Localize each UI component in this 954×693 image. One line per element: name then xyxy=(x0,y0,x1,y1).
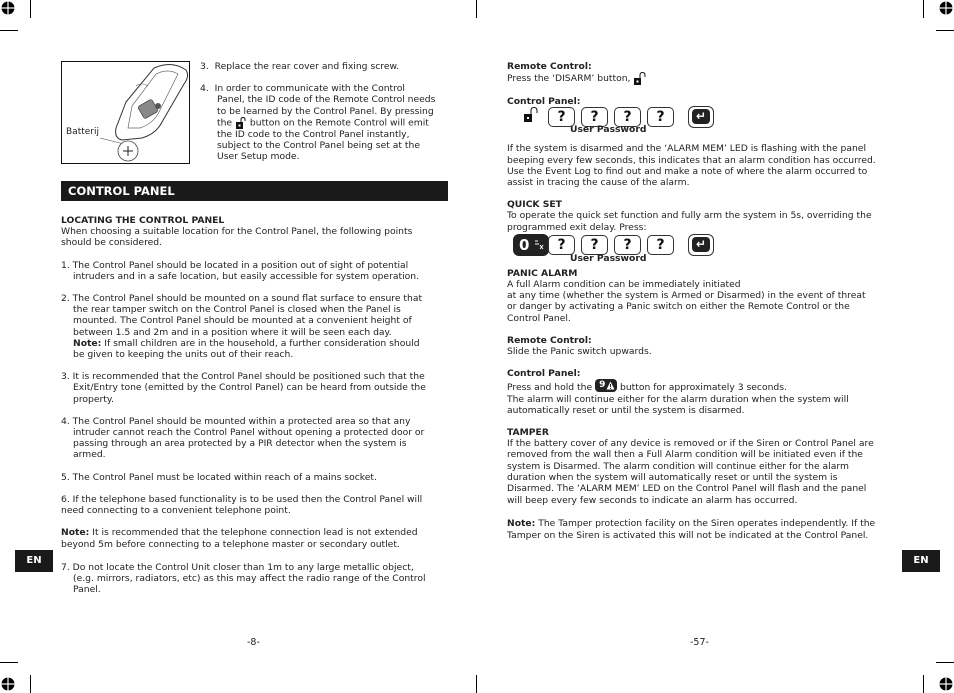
telephone-note: beyond 5m before connecting to a telephone master or secondary outlet. xyxy=(61,539,400,551)
note-label: Note: xyxy=(73,337,102,349)
step-4-line: to be learned by the Control Panel. By pressing xyxy=(217,105,434,117)
language-tab: EN xyxy=(902,550,940,572)
note-label: Note: xyxy=(61,527,90,539)
point-2-line: mounted. The Control Panel should be mounted at a convenient height of xyxy=(73,315,412,327)
point-3-line: Exit/Entry tone (emitted by the Control Panel) can be heard from outside the xyxy=(73,382,426,394)
panel-heading-2: Control Panel: xyxy=(507,368,581,380)
step-4-text: button on the Remote Control will emit xyxy=(249,117,429,129)
password-key: ? xyxy=(614,107,641,127)
password-key: ? xyxy=(581,107,608,127)
password-key: ? xyxy=(548,107,575,127)
password-key: ? xyxy=(581,235,608,255)
note-text: The Tamper protection facility on the Siren operates independently. If the xyxy=(538,518,876,530)
press-text: Press and hold the xyxy=(507,382,593,394)
user-password-label: User Password xyxy=(570,124,647,136)
point-6-line: need connecting to a convenient telephone point. xyxy=(61,505,291,517)
registration-mark-icon xyxy=(939,1,953,15)
point-2-note xyxy=(73,338,451,349)
password-key: ? xyxy=(614,235,641,255)
step-4-line: Panel, the ID code of the Remote Control needs xyxy=(217,94,436,106)
panic-key xyxy=(595,379,617,392)
page-number: -8- xyxy=(247,637,260,648)
right-column xyxy=(507,61,897,541)
point-2-note: be given to keeping the units out of their reach. xyxy=(73,349,294,361)
point-7-line: 7. Do not locate the Control Unit closer than 1m to any large metallic object, xyxy=(61,561,414,573)
intro-line: When choosing a suitable location for the Control Panel, the following points xyxy=(61,226,413,238)
step-3: 3. Replace the rear cover and fixing screw. xyxy=(200,61,400,72)
point-1-line: 1. The Control Panel should be located in a position out of sight of potential xyxy=(61,259,409,271)
remote-text: Press the ‘DISARM’ button, xyxy=(507,73,631,85)
point-7-line: Panel. xyxy=(73,584,101,596)
password-key: ? xyxy=(647,107,674,127)
step-4-line: subject to the Control Panel being set at the xyxy=(217,140,421,152)
panic-press-line: automatically reset or until the system is disarmed. xyxy=(507,404,745,416)
panic-line: at any time (whether the system is Armed or Disarmed) in the event of threat xyxy=(507,290,866,302)
remote-steps xyxy=(200,61,460,162)
user-password-label: User Password xyxy=(570,252,647,264)
step-4-line: 4. In order to communicate with the Control xyxy=(200,83,405,95)
password-key: ? xyxy=(548,235,575,255)
tamper-note: Tamper on the Siren is activated this will not be indicated at the Control Panel. xyxy=(507,529,869,541)
quickset-line: programmed exit delay. Press: xyxy=(507,221,647,233)
remote-heading: Remote Control: xyxy=(507,61,592,72)
tamper-line: will beep every few seconds to indicate an alarm has occurred. xyxy=(507,495,798,507)
panic-line: or danger by activating a Panic switch on either the Remote Control or the xyxy=(507,301,850,313)
language-tab: EN xyxy=(15,550,53,572)
tamper-line: duration when the system will automatically reset or until the system is xyxy=(507,471,838,483)
disarmed-line: Use the Event Log to find out and make a note of where the alarm occurred to xyxy=(507,165,868,177)
enter-key xyxy=(688,234,714,256)
remote-heading-2: Remote Control: xyxy=(507,334,592,346)
telephone-note xyxy=(61,527,451,538)
battery-label: Batterij xyxy=(66,127,99,137)
locating-section xyxy=(61,215,451,595)
warning-icon xyxy=(606,381,615,390)
point-3-line: property. xyxy=(73,393,114,405)
locating-heading: LOCATING THE CONTROL PANEL xyxy=(61,215,225,226)
point-2-line: between 1.5 and 2m and in a position where it will be seen each day. xyxy=(73,326,392,338)
point-3-line: 3. It is recommended that the Control Panel should be positioned such that the xyxy=(61,371,425,383)
point-2-line: 2. The Control Panel should be mounted on a sound flat surface to ensure that xyxy=(61,293,423,305)
quickset-icon xyxy=(534,239,544,251)
tamper-line: If the battery cover of any device is removed or if the Siren or Control Panel are xyxy=(507,438,874,450)
enter-icon: ↵ xyxy=(692,237,710,252)
step-4-line: the ID code to the Control Panel instantly, xyxy=(217,128,410,140)
point-4-line: intruder cannot reach the Control Panel without opening a protected door or xyxy=(73,427,425,439)
remote-text-2: Slide the Panic switch upwards. xyxy=(507,346,652,358)
disarmed-line: If the system is disarmed and the ‘ALARM MEM’ LED is flashing with the panel xyxy=(507,143,867,155)
step-4-line xyxy=(217,117,460,129)
step-4-line: User Setup mode. xyxy=(217,151,300,163)
unlock-icon xyxy=(633,72,647,85)
disarm-key-sequence xyxy=(507,107,897,139)
point-6-line: 6. If the telephone based functionality is to be used then the Control Panel will xyxy=(61,493,423,505)
panic-line: Control Panel. xyxy=(507,312,571,324)
quickset-heading: QUICK SET xyxy=(507,199,562,211)
unlock-icon xyxy=(523,107,539,123)
quickset-line: To operate the quick set function and fully arm the system in 5s, overriding the xyxy=(507,210,872,222)
tamper-line: removed from the wall then a Full Alarm condition will be initiated even if the xyxy=(507,449,863,461)
point-7-line: (e.g. mirrors, radiators, etc) as this may affect the radio range of the Control xyxy=(73,572,426,584)
point-4-line: 4. The Control Panel should be mounted within a protected area so that any xyxy=(61,415,411,427)
point-4-line: passing through an area protected by a PIR detector when the system is xyxy=(73,438,407,450)
tamper-line: system is Disarmed. The alarm condition will continue either for the alarm xyxy=(507,460,849,472)
registration-mark-icon xyxy=(1,677,15,691)
panic-key-label: 9 xyxy=(599,380,606,391)
point-2-line: the rear tamper switch on the Control Panel is closed when the Panel is xyxy=(73,304,401,316)
panic-heading: PANIC ALARM xyxy=(507,267,578,279)
point-1-line: intruders and in a safe location, but easily accessible for system operation. xyxy=(73,270,420,282)
unlock-icon xyxy=(235,117,247,129)
remote-control-back-icon xyxy=(62,62,189,163)
registration-mark-icon xyxy=(1,1,15,15)
disarmed-line: assist in tracing the cause of the alarm. xyxy=(507,177,690,189)
zero-key-label: 0 xyxy=(519,235,530,254)
disarmed-line: beeping every few seconds, this indicates that an alarm condition has occurred. xyxy=(507,154,876,166)
panic-press-line: The alarm will continue either for the alarm duration when the system will xyxy=(507,393,849,405)
panel-heading: Control Panel: xyxy=(507,96,581,108)
panic-line: A full Alarm condition can be immediately initiated xyxy=(507,279,741,291)
note-text: It is recommended that the telephone connection lead is not extended xyxy=(92,527,418,539)
quickset-key-sequence xyxy=(507,235,897,268)
point-4-line: armed. xyxy=(73,449,106,461)
tamper-line: Disarmed. The ‘ALARM MEM’ LED on the Control Panel will flash and the panel xyxy=(507,483,867,495)
page-number: -57- xyxy=(690,637,709,648)
press-text: button for approximately 3 seconds. xyxy=(619,382,787,394)
panic-press-line xyxy=(507,379,897,393)
registration-mark-icon xyxy=(939,677,953,691)
remote-instruction xyxy=(507,72,897,85)
section-title-control-panel: CONTROL PANEL xyxy=(61,181,448,201)
intro-line: should be considered. xyxy=(61,237,163,249)
enter-icon: ↵ xyxy=(692,109,710,124)
quickset-zero-key xyxy=(513,234,549,256)
tamper-note xyxy=(507,518,897,529)
point-5: 5. The Control Panel must be located within reach of a mains socket. xyxy=(61,471,377,483)
remote-control-illustration xyxy=(61,61,190,164)
enter-key xyxy=(688,106,714,128)
tamper-heading: TAMPER xyxy=(507,427,549,439)
step-4-the: the xyxy=(217,117,233,129)
note-text: If small children are in the household, a further consideration should xyxy=(104,337,420,349)
note-label: Note: xyxy=(507,518,536,530)
password-key: ? xyxy=(647,235,674,255)
